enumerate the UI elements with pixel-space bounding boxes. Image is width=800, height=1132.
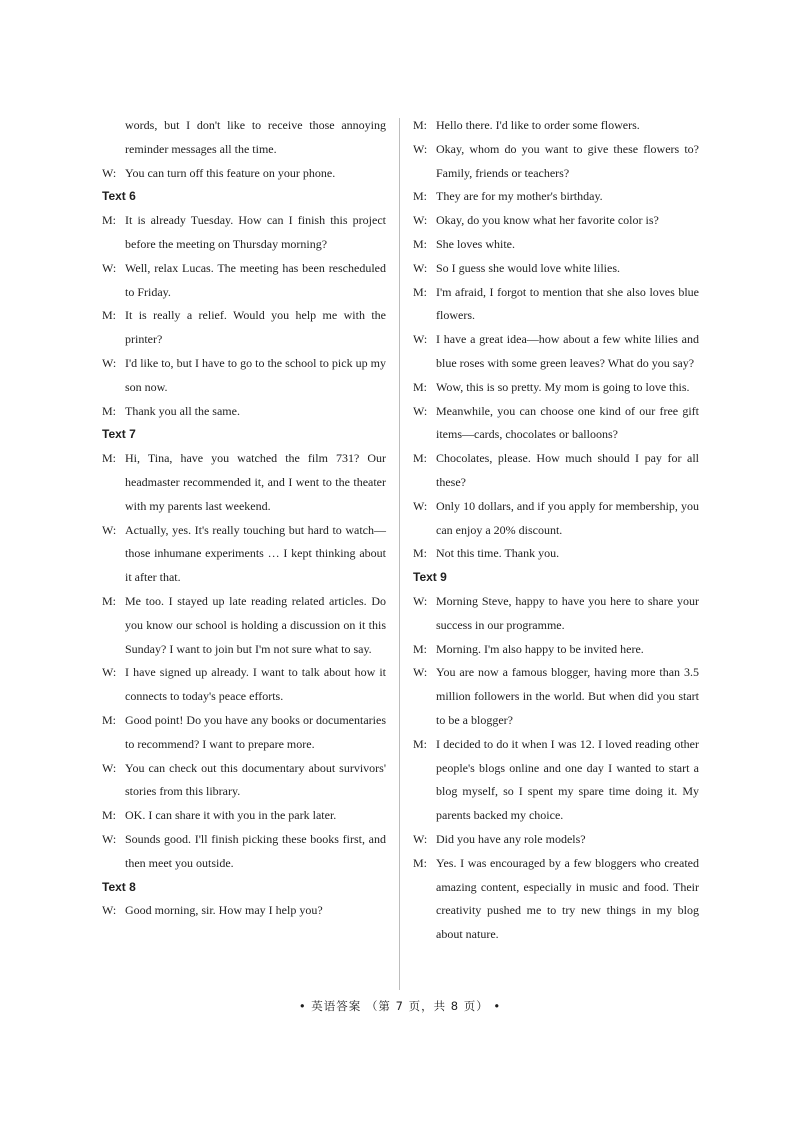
dialogue-line [102, 709, 386, 757]
dialogue-text: Good point! Do you have any books or documentaries to recommend? I want to prepare more. [125, 712, 386, 751]
speaker-label: W: [413, 593, 428, 608]
dialogue-text: Hello there. I'd like to order some flowers. [436, 118, 640, 132]
speaker-label: M: [102, 593, 117, 608]
dialogue-line [102, 519, 386, 590]
dialogue-line [413, 400, 699, 448]
dialogue-line [413, 590, 699, 638]
speaker-label: M: [413, 546, 428, 561]
dialogue-line [102, 899, 386, 923]
speaker-label: M: [102, 451, 117, 466]
dialogue-text: Good morning, sir. How may I help you? [125, 903, 323, 918]
speaker-label: M: [102, 403, 117, 418]
dialogue-text: You can check out this documentary about survivors' stories from this library. [125, 760, 386, 799]
dialogue-text: Thank you all the same. [125, 403, 240, 418]
dialogue-text: Okay, do you know what her favorite color is? [436, 213, 659, 228]
dialogue-text: Did you have any role models? [436, 831, 586, 846]
dialogue-text: Well, relax Lucas. The meeting has been rescheduled to Friday. [125, 260, 386, 299]
section-heading: Text 8 [102, 879, 136, 894]
dialogue-line [413, 638, 699, 662]
dialogue-text: Morning Steve, happy to have you here to share your success in our programme. [436, 593, 699, 632]
left-column [102, 114, 386, 923]
speaker-label: W: [102, 165, 117, 180]
dialogue-line [413, 185, 699, 209]
dialogue-continuation [102, 114, 386, 162]
speaker-label: W: [413, 213, 428, 228]
right-column [413, 114, 699, 947]
speaker-label: M: [413, 855, 428, 870]
speaker-label: W: [413, 403, 428, 418]
speaker-label: M: [413, 451, 428, 466]
dialogue-text: Not this time. Thank you. [436, 546, 560, 561]
dialogue-text: They are for my mother's birthday. [436, 189, 603, 204]
dialogue-line [413, 257, 699, 281]
speaker-label: M: [413, 189, 428, 204]
speaker-label: W: [102, 760, 117, 775]
dialogue-line [413, 281, 699, 329]
dialogue-line [413, 852, 699, 947]
dialogue-line [413, 376, 699, 400]
speaker-label: W: [413, 141, 428, 156]
speaker-label: W: [102, 522, 117, 537]
dialogue-line [102, 352, 386, 400]
dialogue-line [413, 661, 699, 732]
dialogue-line [102, 590, 386, 661]
dialogue-text: I have a great idea—how about a few white lilies and blue roses with some green leaves? What do you say? [436, 332, 699, 370]
dialogue-line [413, 209, 699, 233]
speaker-label: W: [413, 260, 428, 275]
dialogue-text: Wow, this is so pretty. My mom is going to love this. [436, 379, 690, 394]
dialogue-text: You are now a famous blogger, having more than 3.5 million followers in the world. But when did you start to be a blogger? [436, 665, 699, 727]
dialogue-line [102, 209, 386, 257]
speaker-label: W: [102, 355, 117, 370]
dialogue-text: Sounds good. I'll finish picking these books first, and then meet you outside. [125, 831, 386, 870]
dialogue-line [413, 733, 699, 828]
page-footer: • 英语答案 （第 7 页，共 8 页） • [298, 999, 502, 1013]
dialogue-line [413, 114, 699, 138]
section-heading: Text 9 [413, 570, 447, 585]
speaker-label: W: [413, 665, 428, 680]
dialogue-text: Meanwhile, you can choose one kind of our free gift items—cards, chocolates or balloons? [436, 403, 699, 442]
dialogue-line [102, 828, 386, 876]
column-divider [399, 118, 400, 990]
dialogue-text: You can turn off this feature on your phone. [125, 165, 336, 180]
dialogue-text: OK. I can share it with you in the park later. [125, 808, 337, 823]
dialogue-text: Chocolates, please. How much should I pay for all these? [436, 451, 699, 489]
dialogue-line [102, 757, 386, 805]
dialogue-text: She loves white. [436, 236, 515, 251]
dialogue-text: Actually, yes. It's really touching but hard to watch—those inhumane experiments … I kept thinking about it after that. [125, 522, 386, 585]
dialogue-line [413, 542, 699, 566]
speaker-label: M: [413, 118, 428, 132]
section-heading: Text 6 [102, 189, 136, 204]
dialogue-line [102, 162, 386, 186]
dialogue-line [413, 828, 699, 852]
dialogue-text: I'm afraid, I forgot to mention that she also loves blue flowers. [436, 284, 699, 323]
dialogue-text: Me too. I stayed up late reading related articles. Do you know our school is holding a discussion on it this Sunday? I want to join but I'm not sure what to say. [125, 593, 386, 656]
dialogue-text: Hi, Tina, have you watched the film 731? Our headmaster recommended it, and I went to the theater with my parents last weekend. [125, 451, 386, 513]
dialogue-text: words, but I don't like to receive those annoying reminder messages all the time. [125, 118, 386, 156]
speaker-label: M: [413, 379, 428, 394]
speaker-label: W: [413, 332, 428, 347]
speaker-label: W: [102, 260, 117, 275]
dialogue-text: Yes. I was encouraged by a few bloggers who created amazing content, especially in music and food. Their creativity pushed me to try new things in my blog about nature. [436, 855, 699, 942]
speaker-label: M: [102, 213, 117, 228]
dialogue-line [413, 233, 699, 257]
dialogue-line [102, 804, 386, 828]
speaker-label: M: [413, 641, 428, 656]
dialogue-line [413, 138, 699, 186]
dialogue-line [102, 661, 386, 709]
section-heading: Text 7 [102, 427, 136, 442]
dialogue-text: It is really a relief. Would you help me with the printer? [125, 308, 386, 347]
dialogue-line [413, 495, 699, 543]
speaker-label: W: [413, 498, 428, 513]
dialogue-line [413, 328, 699, 376]
speaker-label: W: [102, 831, 117, 846]
speaker-label: M: [102, 712, 117, 727]
dialogue-text: I have signed up already. I want to talk about how it connects to today's peace efforts. [125, 665, 386, 704]
dialogue-text: Only 10 dollars, and if you apply for membership, you can enjoy a 20% discount. [436, 498, 699, 537]
speaker-label: M: [102, 808, 117, 823]
dialogue-line [102, 257, 386, 305]
dialogue-line [413, 447, 699, 495]
speaker-label: W: [102, 665, 117, 680]
speaker-label: M: [413, 736, 428, 751]
dialogue-text: Okay, whom do you want to give these flowers to? Family, friends or teachers? [436, 141, 699, 180]
dialogue-line [102, 304, 386, 352]
dialogue-text: It is already Tuesday. How can I finish this project before the meeting on Thursday morning? [125, 213, 386, 251]
dialogue-text: Morning. I'm also happy to be invited here. [436, 641, 644, 656]
speaker-label: M: [102, 308, 117, 323]
dialogue-line [102, 447, 386, 518]
speaker-label: M: [413, 284, 428, 299]
dialogue-text: So I guess she would love white lilies. [436, 260, 620, 275]
speaker-label: W: [102, 903, 117, 918]
dialogue-text: I'd like to, but I have to go to the school to pick up my son now. [125, 355, 386, 394]
speaker-label: M: [413, 236, 428, 251]
dialogue-line [102, 400, 386, 424]
dialogue-text: I decided to do it when I was 12. I loved reading other people's blogs online and one day I wanted to start a blog myself, so I spent my spare time doing it. My parents backed my choice. [436, 736, 699, 823]
speaker-label: W: [413, 831, 428, 846]
